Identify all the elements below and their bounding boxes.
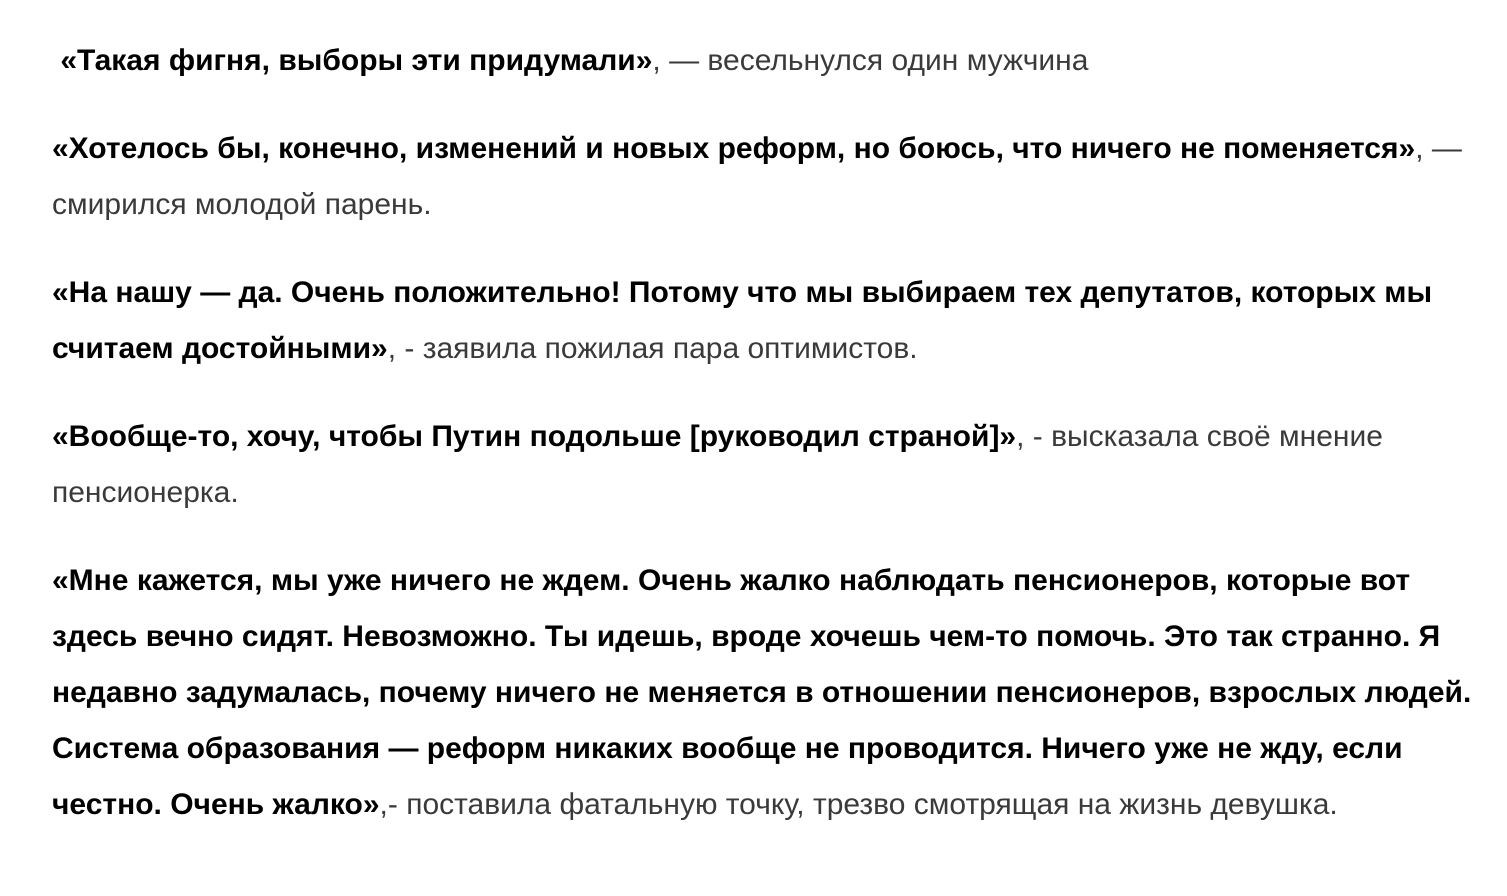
attribution-text: , - высказала своё мнение пенсионерка. xyxy=(52,420,1392,509)
article-paragraphs xyxy=(52,33,1482,833)
quote-text: «Такая фигня, выборы эти придумали» xyxy=(52,44,653,77)
quote-text: «На нашу — да. Очень положительно! Потому что мы выбираем тех депутатов, которых мы считаем достойными» xyxy=(52,276,1441,365)
paragraph xyxy=(52,121,1482,233)
attribution-text: , — весельнулся один мужчина xyxy=(652,44,1089,77)
quote-text: «Мне кажется, мы уже ничего не ждем. Очень жалко наблюдать пенсионеров, которые вот здесь вечно сидят. Невозможно. Ты идешь, вроде хочешь чем-то помочь. Это так странно. Я недавно задумалась, почему ничего не меняется в отношении пенсионеров, взрослых людей. Система образования — реформ никаких вообще не проводится. Ничего уже не жду, если честно. Очень жалко» xyxy=(52,564,1480,821)
paragraph xyxy=(52,409,1482,521)
quote-text: «Хотелось бы, конечно, изменений и новых реформ, но боюсь, что ничего не поменяется» xyxy=(52,132,1416,165)
quote-text: «Вообще-то, хочу, чтобы Путин подольше [руководил страной]» xyxy=(52,420,1017,453)
paragraph xyxy=(52,265,1482,377)
attribution-text: , - заявила пожилая пара оптимистов. xyxy=(387,332,918,365)
attribution-text: , — смирился молодой парень. xyxy=(52,132,1471,221)
paragraph xyxy=(52,553,1482,833)
paragraph xyxy=(52,33,1482,89)
attribution-text: ,- поставила фатальную точку, трезво смотрящая на жизнь девушка. xyxy=(379,788,1338,821)
